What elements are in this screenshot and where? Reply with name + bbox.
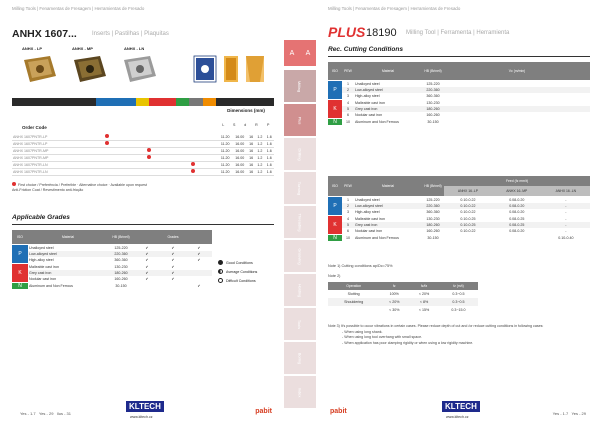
section-tab[interactable]: Drilling xyxy=(284,138,316,170)
note-3 xyxy=(328,324,590,346)
material-name: Low-alloyed steel xyxy=(28,251,108,257)
dimension-value: 16 xyxy=(247,162,255,169)
iso-badge: P xyxy=(328,196,342,215)
iso-color-bar xyxy=(96,98,216,106)
availability-dot xyxy=(105,134,109,138)
operation-table xyxy=(328,282,478,314)
rt1-material-header: Material xyxy=(354,62,422,80)
dimension-value: 11.20 xyxy=(218,169,232,176)
top-view-drawing xyxy=(194,56,216,82)
check-mark-icon: ✔ xyxy=(171,277,175,282)
order-code: ANHX 1607PNTR-MP xyxy=(12,148,94,155)
hb-value: 180-260 xyxy=(108,270,134,276)
check-mark-icon: ✔ xyxy=(171,270,175,275)
feed-table xyxy=(328,176,590,241)
hb-value: 160-260 xyxy=(422,228,444,235)
section-tab[interactable]: Plus xyxy=(284,104,316,136)
hb-value: 220-360 xyxy=(108,251,134,257)
availability-cells xyxy=(94,155,218,162)
dimension-value: 1.6 xyxy=(265,155,274,162)
insert-images xyxy=(18,54,178,86)
section-tab[interactable]: Threading xyxy=(284,206,316,238)
dimension-value: 11.20 xyxy=(218,134,232,141)
ops-operation-header: Operation xyxy=(328,282,379,290)
col-p: P xyxy=(267,123,270,128)
pew-value: 4 xyxy=(342,99,354,106)
hb-value: 360-360 xyxy=(108,257,134,264)
feed-mp: 0.08-0.25 xyxy=(492,222,542,228)
pew-value: 3 xyxy=(342,209,354,216)
material-name: Malleable cast iron xyxy=(354,215,422,222)
rt1-hb-header: HB (Brinell) xyxy=(422,62,444,80)
rt1-iso-header: ISO xyxy=(328,62,342,80)
availability-cells xyxy=(94,169,218,176)
feed-lp xyxy=(444,235,492,242)
dimension-value: 1.6 xyxy=(265,148,274,155)
hb-value: 220-360 xyxy=(422,203,444,209)
check-mark-icon: ✔ xyxy=(197,257,201,262)
hb-value: 125-220 xyxy=(108,244,134,251)
material-name: Aluminum and Non Ferrous xyxy=(354,119,422,126)
footer-ref-2[interactable]: Yes - 29 xyxy=(38,411,54,416)
operation-value: < 20% xyxy=(379,298,409,306)
feed-ln: - xyxy=(542,222,590,228)
section-tab[interactable]: Grooving xyxy=(284,240,316,272)
hb-value: 180-260 xyxy=(422,106,444,112)
col-l: L xyxy=(222,123,225,128)
heading-rule xyxy=(12,224,274,225)
order-code: ANHX 1607PNTR-MP xyxy=(12,155,94,162)
table-row xyxy=(12,141,274,148)
dimension-value: 11.20 xyxy=(218,141,232,148)
ordering-table xyxy=(12,134,274,176)
pew-value: 2 xyxy=(342,203,354,209)
order-code: ANHX 1607PNTR-LP xyxy=(12,134,94,141)
feed-ln: 0.10-0.40 xyxy=(542,235,590,242)
grade-check xyxy=(186,283,212,290)
section-tab[interactable]: Index xyxy=(284,376,316,408)
availability-dot xyxy=(191,169,195,173)
feed-mp xyxy=(492,235,542,242)
availability-dot xyxy=(147,148,151,152)
applicable-grades-heading: Applicable Grades xyxy=(12,214,70,221)
profile-drawing xyxy=(246,56,264,82)
order-code: ANHX 1607PNTR-LN xyxy=(12,169,94,176)
check-mark-icon: ✔ xyxy=(145,251,149,256)
feed-lp: 0.10-0.22 xyxy=(444,209,492,216)
operation-value: 0.3~0.5 xyxy=(439,298,478,306)
breadcrumb: Milling Tools | Fenamentas de Fresagem | Herramientas de Fresado xyxy=(328,6,461,11)
rt2-sub-lp: ANHX 16..LP xyxy=(444,186,492,196)
pew-value: 6 xyxy=(342,228,354,235)
rt1-pew-header: PEW xyxy=(342,62,354,80)
grade-check xyxy=(160,283,186,290)
col-s: S xyxy=(233,123,236,128)
ordering-legend xyxy=(12,182,274,192)
legend-line-1: First choice / Preferência / Preferible · Alternative choice · Available upon request xyxy=(12,182,274,187)
rt2-iso-header: ISO xyxy=(328,176,342,196)
dimension-value: 11.20 xyxy=(218,162,232,169)
hb-value: 30-150 xyxy=(422,119,444,126)
grades-iso-header: ISO xyxy=(12,230,28,244)
rt2-material-header: Material xyxy=(354,176,422,196)
material-name: Aluminum and Non Ferrous xyxy=(354,235,422,242)
feed-lp: 0.10-0.25 xyxy=(444,215,492,222)
ops-feed-header: fz (m/t) xyxy=(439,282,478,290)
dimension-col-headers xyxy=(218,122,274,128)
check-mark-icon: ✔ xyxy=(197,245,201,250)
table-row xyxy=(328,290,478,298)
dimension-value: 16.00 xyxy=(232,141,247,148)
hb-value: 130-230 xyxy=(108,263,134,270)
iso-badge: K xyxy=(328,215,342,234)
feed-mp: 0.08-0.20 xyxy=(492,196,542,203)
cutting-speed-table xyxy=(328,62,590,125)
dimension-value: 16.00 xyxy=(232,155,247,162)
operation-name xyxy=(328,306,379,314)
dimension-value: 1.2 xyxy=(255,162,264,169)
material-name: Nodular cast iron xyxy=(28,276,108,283)
plus-number: 18190 xyxy=(366,27,397,39)
legend-difficult: Difficult Conditions xyxy=(218,276,257,285)
check-mark-icon: ✔ xyxy=(145,264,149,269)
dimension-value: 16.00 xyxy=(232,134,247,141)
check-mark-icon: ✔ xyxy=(145,257,149,262)
iso-badge: P xyxy=(12,244,28,263)
hb-value: 30-150 xyxy=(422,235,444,242)
dimension-value: 16 xyxy=(247,141,255,148)
plus-label: PLUS xyxy=(328,24,366,40)
pew-value: 5 xyxy=(342,106,354,112)
heading-rule xyxy=(328,56,590,57)
material-name: Grey cast iron xyxy=(28,270,108,276)
dimension-value: 16 xyxy=(247,148,255,155)
operation-value: < 30% xyxy=(379,306,409,314)
material-name: Low-alloyed steel xyxy=(354,87,422,93)
vc-value-cell xyxy=(468,119,492,126)
side-view-drawing xyxy=(224,56,238,82)
feed-lp: 0.10-0.25 xyxy=(444,222,492,228)
brand-url[interactable]: www.kltech.cz xyxy=(130,415,153,419)
footer-page-refs xyxy=(20,411,71,416)
section-tab[interactable]: Boring xyxy=(284,342,316,374)
check-mark-icon: ✔ xyxy=(197,284,201,289)
material-name: Nodular cast iron xyxy=(354,112,422,119)
order-code: ANHX 1607PNTR-LN xyxy=(12,162,94,169)
note-3-line-3: - When using long tool overhang with small space. xyxy=(342,335,423,339)
dimension-value: 1.6 xyxy=(265,162,274,169)
check-mark-icon: ✔ xyxy=(171,245,175,250)
good-conditions-icon xyxy=(218,260,223,265)
pew-value: 1 xyxy=(342,80,354,87)
material-name: Grey cast iron xyxy=(354,222,422,228)
insert-label-mp: ANHX - MP xyxy=(72,46,93,51)
pew-value: 6 xyxy=(342,112,354,119)
pew-value: 10 xyxy=(342,235,354,242)
pew-value: 3 xyxy=(342,93,354,100)
availability-cells xyxy=(94,162,218,169)
dimension-value: 1.6 xyxy=(265,134,274,141)
vc-value-cell xyxy=(517,119,541,126)
table-row xyxy=(328,298,478,306)
feed-ln: - xyxy=(542,203,590,209)
dimension-value: 1.2 xyxy=(255,169,264,176)
feed-ln: - xyxy=(542,209,590,216)
footer-ref-2[interactable]: Yes - 29 xyxy=(571,411,586,416)
material-name: Unalloyed steel xyxy=(354,80,422,87)
dimension-value: 16 xyxy=(247,169,255,176)
material-name: Unalloyed steel xyxy=(28,244,108,251)
material-name: High-alloy steel xyxy=(354,93,422,100)
rt2-sub-ln: ANHX 16..LN xyxy=(542,186,590,196)
rt2-pew-header: PEW xyxy=(342,176,354,196)
hb-value: 30-150 xyxy=(108,283,134,290)
pabit-logo: pabit xyxy=(330,408,347,415)
check-mark-icon: ✔ xyxy=(145,270,149,275)
page-subtitle: Inserts | Pastilhas | Plaquitas xyxy=(92,31,169,37)
feed-ln: - xyxy=(542,215,590,222)
material-name: Grey cast iron xyxy=(354,106,422,112)
note-3-line-4: - When application has poor clamping rigidity or when using a low rigidity machine. xyxy=(342,340,474,345)
grades-header: Grades xyxy=(134,230,212,244)
rec-cutting-heading: Rec. Cutting Conditions xyxy=(328,46,404,53)
dimension-value: 16 xyxy=(247,155,255,162)
order-code-header: Order Code xyxy=(22,125,47,130)
insert-lp-image xyxy=(24,56,56,82)
legend-average: Average Conditions xyxy=(218,267,257,276)
check-mark-icon: ✔ xyxy=(171,264,175,269)
iso-badge: K xyxy=(328,99,342,118)
feed-mp: 0.08-0.20 xyxy=(492,228,542,235)
material-name: Aluminum and Non Ferrous xyxy=(28,283,108,290)
feed-mp: 0.08-0.20 xyxy=(492,209,542,216)
legend-line-2: Anti-Friction Coat / Revestimento anti-fricção xyxy=(12,188,84,192)
pew-value: 2 xyxy=(342,87,354,93)
operation-value: 0.3~15.0 xyxy=(439,306,478,314)
material-name: Malleable cast iron xyxy=(28,263,108,270)
vc-value-cell xyxy=(444,119,468,126)
kltech-logo: KLTECH xyxy=(126,401,164,412)
material-name: Malleable cast iron xyxy=(354,99,422,106)
conditions-legend xyxy=(218,258,257,285)
footer-ref-3[interactable]: Ilus - 31 xyxy=(56,411,72,416)
col-d: d xyxy=(244,123,247,128)
plus-subtitle: Milling Tool | Ferramenta | Herramienta xyxy=(406,30,510,36)
note-3-line-2: - When using long shank. xyxy=(342,329,383,334)
section-tab-strip xyxy=(284,0,316,424)
dimension-value: 16.00 xyxy=(232,148,247,155)
dimension-value: 16.00 xyxy=(232,169,247,176)
iso-badge: N xyxy=(328,235,342,242)
footer-ref-1[interactable]: Yes - 1.7 xyxy=(20,411,36,416)
operation-value: < 15% xyxy=(409,306,439,314)
vc-value-cell xyxy=(493,119,517,126)
footer-page-refs xyxy=(553,411,586,416)
dimension-value: 1.6 xyxy=(265,141,274,148)
table-row xyxy=(12,162,274,169)
left-catalog-page xyxy=(0,0,284,424)
feed-lp: 0.10-0.22 xyxy=(444,228,492,235)
section-tab[interactable]: Holding xyxy=(284,274,316,306)
section-tab[interactable]: Milling xyxy=(284,70,316,102)
ops-ratio-header: fz/fz xyxy=(409,282,439,290)
availability-dot xyxy=(147,155,151,159)
table-row xyxy=(328,235,590,242)
hb-value: 125-220 xyxy=(422,196,444,203)
feed-lp: 0.10-0.22 xyxy=(444,203,492,209)
availability-cells xyxy=(94,148,218,155)
insert-label-lp: ANHX - LP xyxy=(22,46,42,51)
hb-value: 180-260 xyxy=(422,222,444,228)
insert-label-ln: ANHX - LN xyxy=(124,46,145,51)
check-mark-icon: ✔ xyxy=(171,257,175,262)
breadcrumb: Milling Tools | Fenamentas de Fresagem | Herramientas de Fresado xyxy=(12,6,145,11)
col-r: R xyxy=(255,123,258,128)
tab-a-left[interactable]: A xyxy=(284,40,300,66)
material-name: High-alloy steel xyxy=(28,257,108,264)
vc-value-cell xyxy=(566,119,590,126)
operation-value: 0.3~0.5 xyxy=(439,290,478,298)
operation-name: Slotting xyxy=(328,290,379,298)
dimension-value: 1.6 xyxy=(265,169,274,176)
grades-table xyxy=(12,230,212,289)
availability-dot xyxy=(105,141,109,145)
vc-value-cell xyxy=(541,119,565,126)
legend-good: Good Conditions xyxy=(218,258,257,267)
check-mark-icon: ✔ xyxy=(145,277,149,282)
insert-mp-image xyxy=(74,56,106,82)
grade-check xyxy=(134,283,160,290)
ops-fz-header: fz xyxy=(379,282,409,290)
operation-name: Shouldering xyxy=(328,298,379,306)
grades-material-header: Material xyxy=(28,230,108,244)
average-conditions-icon xyxy=(218,269,223,274)
dimension-value: 1.2 xyxy=(255,141,264,148)
page-title: ANHX 1607... xyxy=(12,28,77,40)
hb-value: 220-360 xyxy=(422,87,444,93)
check-mark-icon: ✔ xyxy=(145,245,149,250)
hb-value: 160-260 xyxy=(422,112,444,119)
note-1: Note 1) Cutting conditions ap/Dc=75% xyxy=(328,264,393,268)
brand-url[interactable]: www.kltech.cz xyxy=(446,415,469,419)
hb-value: 130-230 xyxy=(422,215,444,222)
availability-cells xyxy=(94,141,218,148)
pabit-logo: pabit xyxy=(255,408,272,415)
operation-value: 100% xyxy=(379,290,409,298)
hb-value: 360-360 xyxy=(422,93,444,100)
availability-dot xyxy=(191,162,195,166)
material-name: Unalloyed steel xyxy=(354,196,422,203)
hb-value: 160-260 xyxy=(108,276,134,283)
operation-value: < 8% xyxy=(409,298,439,306)
rt2-feed-header: Feed (fz mm/t) xyxy=(444,176,590,186)
dimension-value: 11.20 xyxy=(218,155,232,162)
note-2: Note 2) xyxy=(328,274,341,278)
tab-a-right[interactable]: A xyxy=(300,40,316,66)
section-tab[interactable]: Turning xyxy=(284,172,316,204)
feed-mp: 0.08-0.25 xyxy=(492,215,542,222)
note-3-line-1: Note 3) It's possible to occur vibrations in certain cases. Please reduce depth of cut and /or reduce cutting conditions in following cases: xyxy=(328,324,544,328)
dimension-value: 16 xyxy=(247,134,255,141)
material-name: Nodular cast iron xyxy=(354,228,422,235)
dimension-value: 1.2 xyxy=(255,134,264,141)
table-row xyxy=(12,169,274,176)
footer-ref-1[interactable]: Yes - 1.7 xyxy=(552,411,569,416)
rt2-hb-header: HB (Brinell) xyxy=(422,176,444,196)
grades-hb-header: HB (Brinell) xyxy=(108,230,134,244)
difficult-conditions-icon xyxy=(218,278,223,283)
table-row xyxy=(12,155,274,162)
dimension-value: 1.2 xyxy=(255,155,264,162)
dimension-value: 16.00 xyxy=(232,162,247,169)
dimension-value: 1.2 xyxy=(255,148,264,155)
iso-badge: P xyxy=(328,80,342,99)
iso-badge: N xyxy=(12,283,28,290)
check-mark-icon: ✔ xyxy=(171,251,175,256)
pew-value: 5 xyxy=(342,222,354,228)
material-name: Low-alloyed steel xyxy=(354,203,422,209)
table-row xyxy=(328,306,478,314)
insert-ln-image xyxy=(124,56,156,82)
check-mark-icon: ✔ xyxy=(197,251,201,256)
operation-value: < 20% xyxy=(409,290,439,298)
table-row xyxy=(12,283,212,290)
hb-value: 130-230 xyxy=(422,99,444,106)
dimension-drawings xyxy=(190,50,270,90)
hb-value: 360-360 xyxy=(422,209,444,216)
feed-lp: 0.10-0.22 xyxy=(444,196,492,203)
dimensions-header: Dimensions (mm) xyxy=(227,108,265,113)
pew-value: 4 xyxy=(342,215,354,222)
iso-badge: K xyxy=(12,263,28,282)
feed-mp: 0.08-0.20 xyxy=(492,203,542,209)
section-tab[interactable]: Tools xyxy=(284,308,316,340)
feed-ln: - xyxy=(542,228,590,235)
hb-value: 125-220 xyxy=(422,80,444,87)
order-code: ANHX 1607PNTR-LP xyxy=(12,141,94,148)
iso-badge: N xyxy=(328,119,342,126)
rt1-vc-header: Vc (m/min) xyxy=(444,62,590,80)
kltech-logo: KLTECH xyxy=(442,401,480,412)
dimension-value: 11.20 xyxy=(218,148,232,155)
material-name: High-alloy steel xyxy=(354,209,422,216)
table-row xyxy=(12,148,274,155)
feed-ln: - xyxy=(542,196,590,203)
pew-value: 1 xyxy=(342,196,354,203)
pew-value: 10 xyxy=(342,119,354,126)
rt2-sub-mp: ANHX 16..MP xyxy=(492,186,542,196)
table-row xyxy=(328,119,590,126)
right-catalog-page xyxy=(316,0,600,424)
